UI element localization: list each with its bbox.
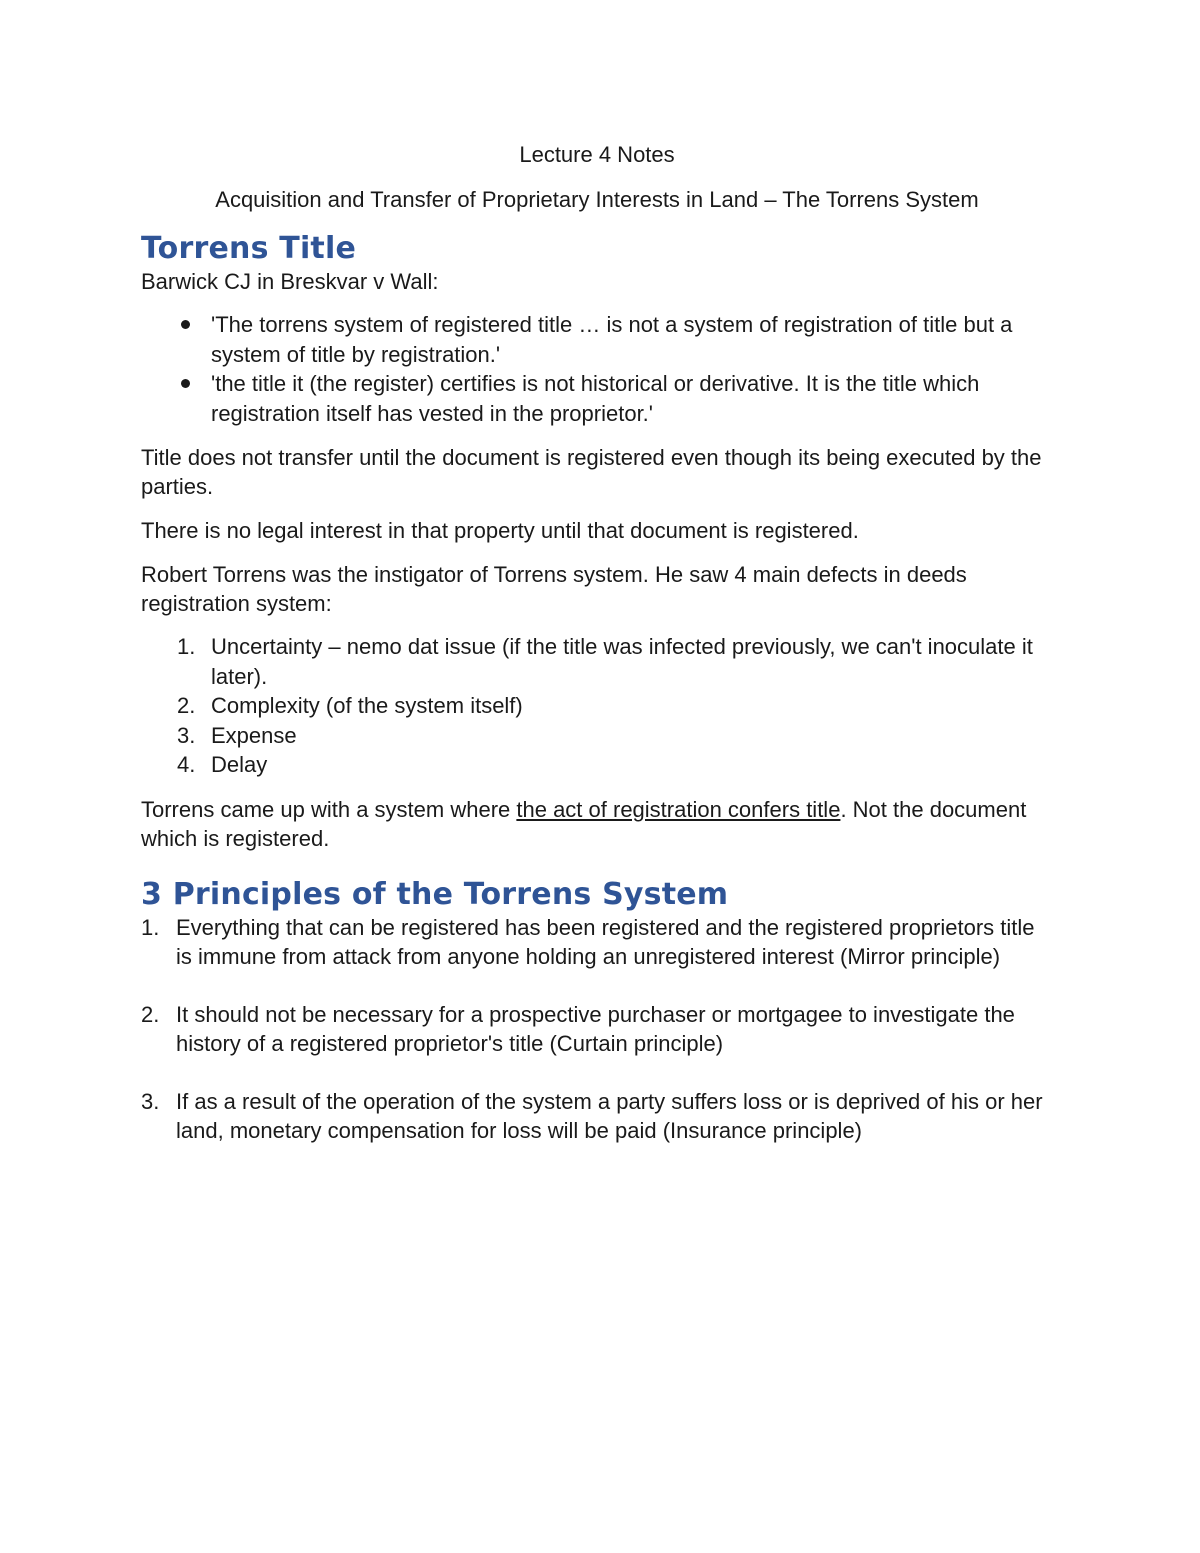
paragraph-legal-interest: There is no legal interest in that property until that document is registered. [141,518,859,543]
paragraph-title-transfer: Title does not transfer until the document is registered even though its being executed by the parties. [141,445,1042,499]
quote-list [141,310,1053,428]
list-number: 2. [141,1001,160,1027]
principles-list [141,913,1053,1145]
defect-text: Complexity (of the system itself) [211,693,523,718]
list-item [141,913,1053,971]
section-heading-principles: 3 Principles of the Torrens System [141,876,729,912]
underlined-text: the act of registration confers title [516,796,841,822]
bullet-icon [175,369,195,399]
defects-list [141,632,1053,780]
defect-text: Delay [211,752,268,777]
paragraph-registration-confers-title [141,795,1053,853]
quote-intro: Barwick CJ in Breskvar v Wall: [141,269,439,294]
paragraph-robert-torrens: Robert Torrens was the instigator of Torrens system. He saw 4 main defects in deeds registration system: [141,562,967,616]
quote-text: 'The torrens system of registered title … is not a system of registration of title but a system of title by registration.' [211,312,1013,367]
text-run: . Not the document which is registered. [141,796,1027,851]
list-item [141,691,1053,721]
bullet-icon [175,310,195,340]
list-item [141,632,1053,691]
list-number: 2. [177,693,196,718]
list-number: 4. [177,752,196,777]
list-item [141,1087,1053,1145]
principle-text: It should not be necessary for a prospective purchaser or mortgagee to investigate the history of a registered proprietor's title (Curtain principle) [176,1001,1015,1056]
text-run: Torrens came up with a system where [141,796,517,822]
list-item [141,1000,1053,1058]
document-title: Lecture 4 Notes [519,142,675,167]
list-item [141,369,1053,428]
list-number: 3. [177,722,196,748]
principle-text: If as a result of the operation of the system a party suffers loss or is deprived of his or her land, monetary compensation for loss will be paid (Insurance principle) [176,1088,1043,1143]
quote-text: 'the title it (the register) certifies is not historical or derivative. It is the title which registration itself has vested in the proprietor.' [211,371,980,426]
list-item [141,721,1053,751]
list-item [141,750,1053,780]
document-subtitle: Acquisition and Transfer of Proprietary Interests in Land – The Torrens System [215,187,979,212]
principle-text: Everything that can be registered has been registered and the registered proprietors title is immune from attack from anyone holding an unregistered interest (Mirror principle) [176,914,1035,969]
section-heading-torrens-title: Torrens Title [141,231,357,266]
defect-text: Uncertainty – nemo dat issue (if the title was infected previously, we can't inoculate it later). [211,634,1033,689]
document-body [141,140,1053,1174]
list-item [141,310,1053,369]
list-number: 1. [177,634,196,659]
section-principles [141,877,1053,1145]
defect-text: Expense [211,722,297,748]
list-number: 1. [141,914,160,940]
list-number: 3. [141,1088,160,1114]
